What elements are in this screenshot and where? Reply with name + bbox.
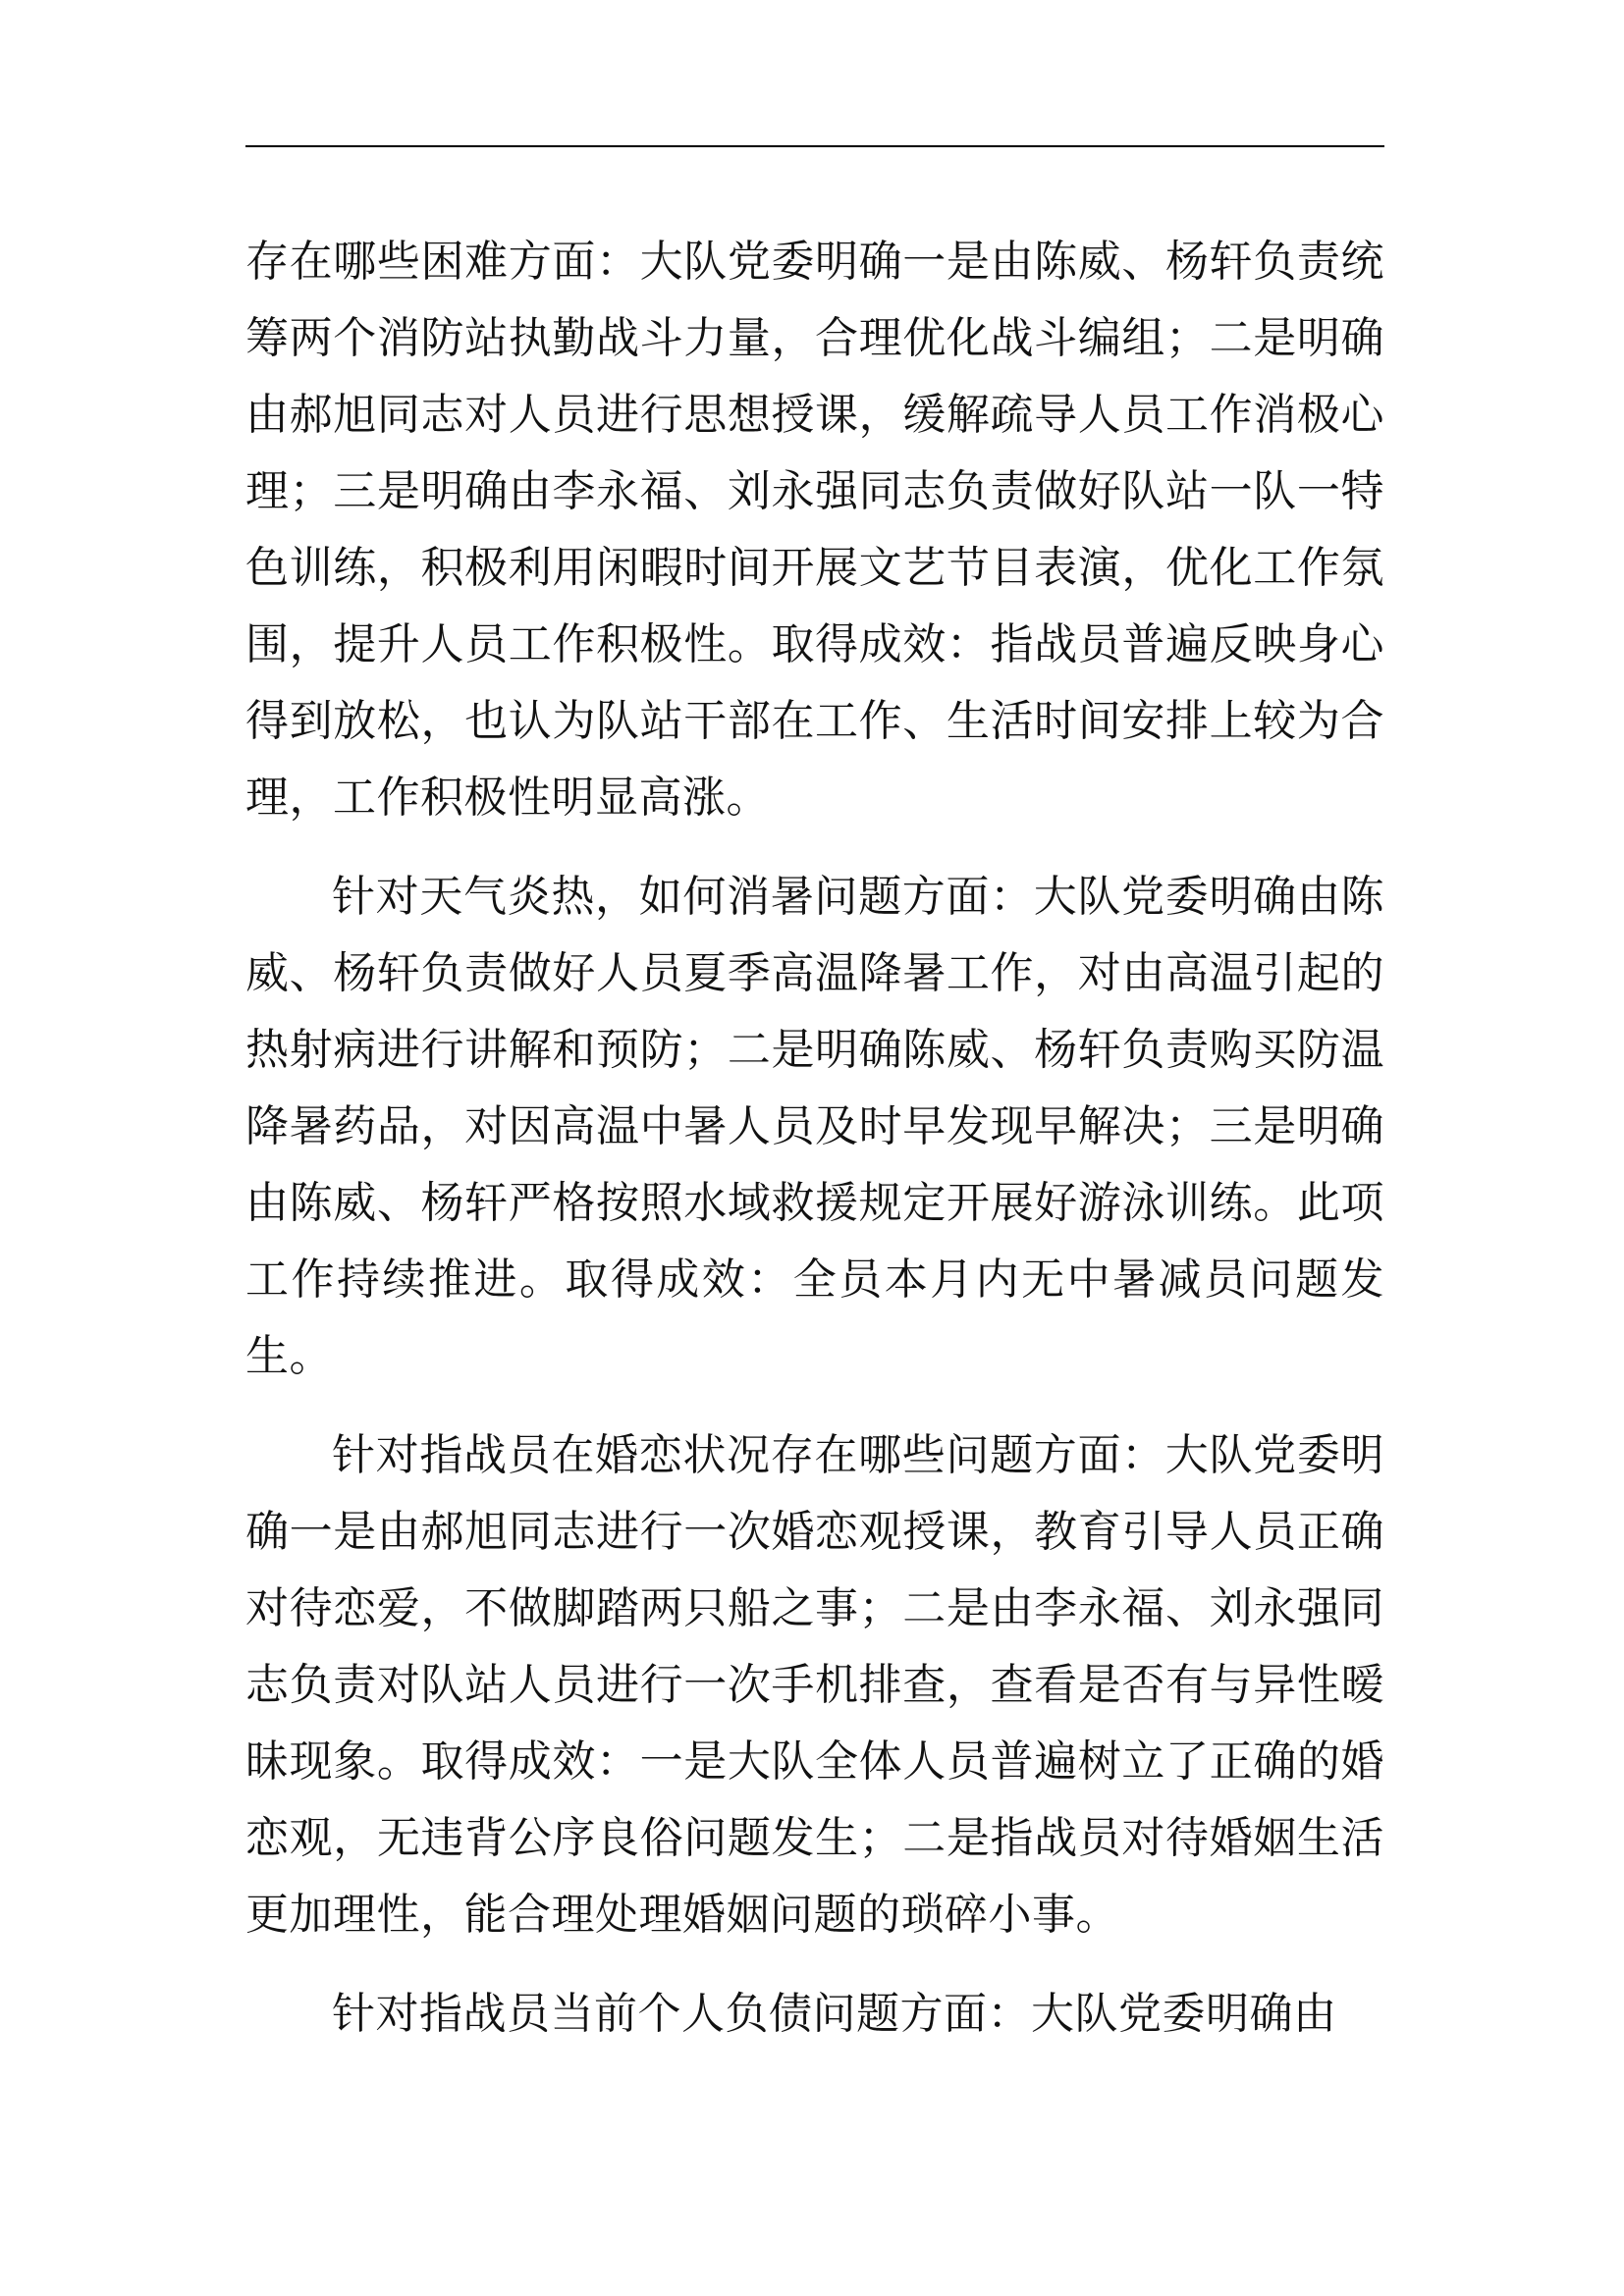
paragraph-marriage: 针对指战员在婚恋状况存在哪些问题方面：大队党委明确一是由郝旭同志进行一次婚恋观授课，教育引导人员正确对待恋爱，不做脚踏两只船之事；二是由李永福、刘永强同志负责对队站人员进行一次手机排查，查看是否有与异性暧昧现象。取得成效：一是大队全体人员普遍树立了正确的婚恋观，无违背公序良俗问题发生；二是指战员对待婚姻生活更加理性，能合理处理婚姻问题的琐碎小事。 [245,1430,1384,1940]
paragraph-difficulties: 存在哪些困难方面：大队党委明确一是由陈威、杨轩负责统筹两个消防站执勤战斗力量，合理优化战斗编组；二是明确由郝旭同志对人员进行思想授课，缓解疏导人员工作消极心理；三是明确由李永福、刘永强同志负责做好队站一队一特色训练，积极利用闲暇时间开展文艺节目表演，优化工作氛围，提升人员工作积极性。取得成效：指战员普遍反映身心得到放松，也认为队站干部在工作、生活时间安排上较为合理，工作积极性明显高涨。 [245,237,1384,823]
header-rule [245,145,1384,147]
paragraph-heat-relief: 针对天气炎热，如何消暑问题方面：大队党委明确由陈威、杨轩负责做好人员夏季高温降暑工作，对由高温引起的热射病进行讲解和预防；二是明确陈威、杨轩负责购买防温降暑药品，对因高温中暑人员及时早发现早解决；三是明确由陈威、杨轩严格按照水域救援规定开展好游泳训练。此项工作持续推进。取得成效：全员本月内无中暑减员问题发生。 [245,872,1384,1381]
paragraph-personal-debt: 针对指战员当前个人负债问题方面：大队党委明确由 [332,1989,1337,2039]
document-body [245,224,1384,2075]
